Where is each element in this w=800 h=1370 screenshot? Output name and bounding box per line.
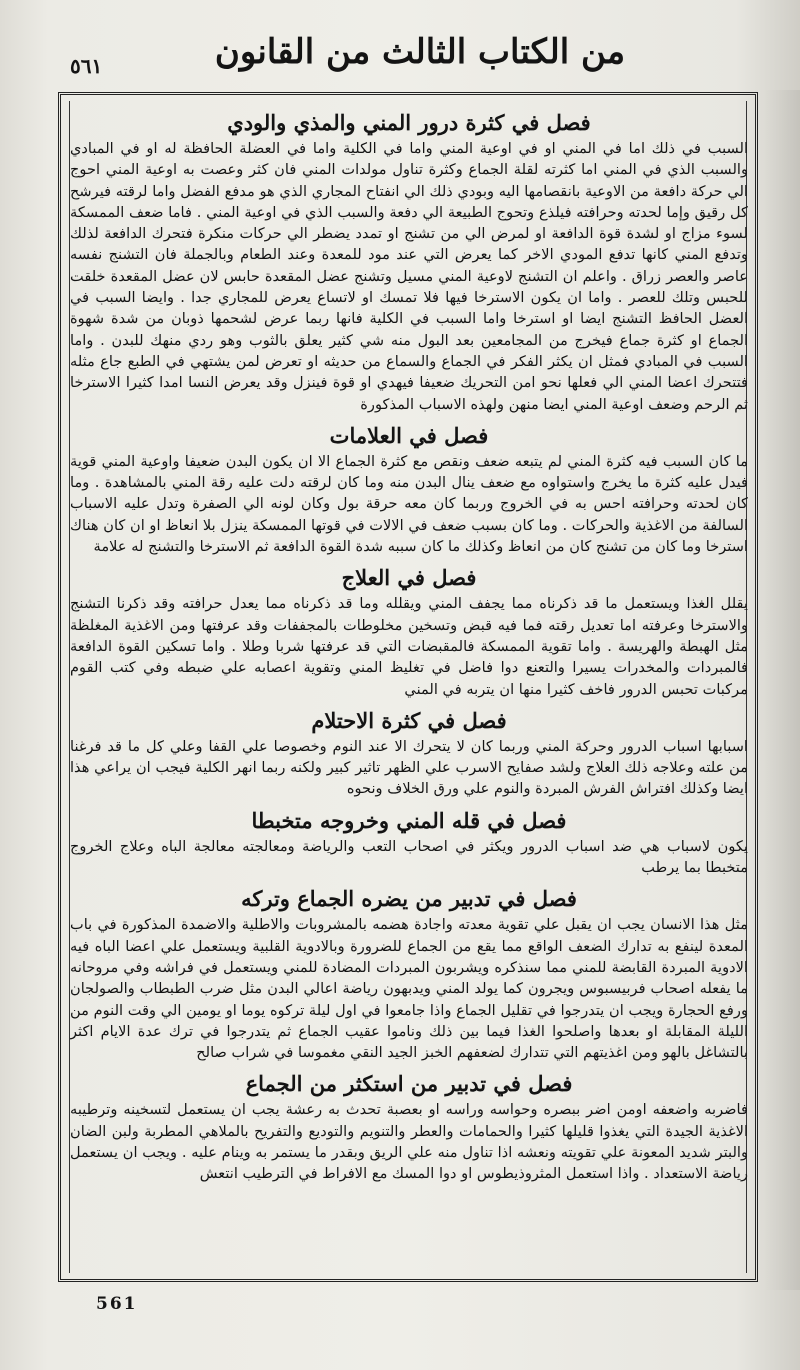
- section-body: اسبابها اسباب الدرور وحركة المني وربما كان لا يتحرك الا عند النوم وخصوصا علي القفا وعلي كل ما قد فرغنا من علته وعلاجه ذلك العلاج ولشد صفايح الاسرب علي الظهر تاثير كبير ولكنه ربما انهر الكلية فيجب ان يراعي هذا ايضا وكذلك افتراش الفرش المبردة والنوم علي ورق الخلاف ونحوه: [70, 737, 748, 798]
- section-heading: فصل في كثرة درور المني والمذي والودي: [227, 110, 591, 135]
- page-number-footer: 561: [96, 1294, 138, 1314]
- section-body: فاضربه واضعفه اومن اضر ببصره وحواسه وراسه او بعصبة تحدث به رعشة يجب ان يستعمل لتسخينه وترطيبه الاغذية الجيدة التي يغذوا قليلها كثيرا والحمامات والعطر والتنويم والتوديع والتفريح بالملاهي المطربة ولبن الضان والبتر شديد المعونة علي تقويته ونعشه اذا تناول منه علي الريق وبقدر ما يستمر به وينام عليه . ويجب ان يستعمل رياضة الاستعداد . واذا استعمل المثروذيطوس او دوا المسك مع الافراط في الترطيب انتعش: [70, 1101, 748, 1183]
- section-heading: فصل في تدبير من استكثر من الجماع: [245, 1071, 573, 1097]
- page-number-arabic: ٥٦١: [70, 54, 103, 78]
- section-body: يكون لاسباب هي ضد اسباب الدرور ويكثر في اصحاب التعب والرياضة ومعالجته معالجة الباه وعلاج الخروج متخبطا بما يرطب: [70, 837, 748, 877]
- section-heading: فصل في تدبير من يضره الجماع وتركه: [241, 886, 577, 912]
- section-heading: فصل في العلاج: [341, 565, 477, 591]
- section-heading: فصل في قله المني وخروجه متخبطا: [251, 807, 567, 833]
- page-edge-shadow: [764, 90, 800, 1290]
- page-header: [40, 28, 760, 88]
- main-text: [70, 108, 748, 1273]
- section-body: يقلل الغذا ويستعمل ما قد ذكرناه مما يجفف المني ويقلله وما قد ذكرناه مما يعدل حرافته وقد ذكرنا التشنج والاسترخا وعرفته اما تعديل رقته فما فيه قبض وتسخين مخلوطات بالمجففات وقد عرفتها ومن الاغذية المغلظة مثل الهبطة والهريسة . واما تقوية الممسكة فالمقبضات التي قد عرفتها شربا وطلا . واما تسكين القوة الدافعة فالمبردات والمخدرات يسيرا والتعنع دوا فاضل في تغليظ المني وتقوية اعصابه علي ضبطه وفي كتب القوم مركبات تحبس الدرور فاخف كثيرا منها ان يتربه في المني: [70, 595, 748, 698]
- section-body: مثل هذا الانسان يجب ان يقبل علي تقوية معدته واجادة هضمه بالمشروبات والاطلية والاضمدة المذكورة في باب المعدة لينفع به تدارك الضعف الواقع مما يقع من الجماع للضرورة وبالادوية القلبية ويستعمل علي اعضا الباه فيه الادوية المبردة القابضة للمني مما سنذكره ويشربون المبردات المضادة للمني ويستعمل في فراشه وفي مروحانه ما يفعله اصحاب فربيسبوس ويجرون كما يولد المني ويدبهون رياضة اعالي البدن مثل ضرب الطبطاب والصولجان ورفع الحجارة ويجب ان يتدرجوا في تقليل الجماع واذا جامعوا في اول ليلة تركوه يوما او يومين الي وقت النوم من الليلة المقابلة او بعدها واصلحوا الغذا فيما بين ذلك وناموا عقيب الجماع ثم يتدرجوا في ترك عدة الايام اكثر بالتشاغل بالهو ومن اغذيتهم التي تتدارك لضعفهم الخبز الجيد النقي مغموسا في شراب صالح: [70, 916, 748, 1062]
- section-heading: فصل في كثرة الاحتلام: [311, 707, 507, 733]
- section-body: السبب في ذلك اما في المني او في اوعية المني واما في الكلية واما في العضلة الحافظة له او في المبادي والسبب الذي في المني اما كثرته لقلة الجماع وكثرة تناول مولدات المني فان كثر وعصت به اوعية المني احوج الي حركة دافعة من الاوعية بانقصامها اليه وبودي ذلك الي انفتاح المجاري الذي هو مدفع الفضل واما لرقته فيرشح كل رقيق وإما لحدته وحرافته فيلذع وتحوج الطبيعة الي دفعة والسبب الذي في اوعية المني . فاما ضعف الممسكة لسوء مزاج او لشدة قوة الدافعة او لمرض الي من تشنج او تمدد يضطر الي حركات منكرة فتحرك الدافعة لذلك وتدفع المني كانها تدفع المودي الاخر كما يعرض التي عند مود للمعدة وعند الطعام وبالجملة فان التشنج نفسه عاصر والعصر زراق . واعلم ان التشنج لاوعية المني مسيل وتشنج عضل المقعدة حابس لان عضل المقعدة خلقت للحبس وتلك للعصر . واما ان يكون الاسترخا فيها فلا تمسك او لاتساع يعرض للمجاري جدا . وايضا السبب في العضل الحافظ التشنج ايضا او استرخا واما السبب في الكلية فانها ربما عرض لشحمها ذوبان من شدة شهوة الجماع او كثرة جماع فيخرج من المجامعين بعد البول منه شي كثير يعلق بالثوب وهو ردي منهك للبدن . واما السبب في المبادي فمثل ان يكثر الفكر في الجماع والسماع من حديثه او تعرض لمن يشتهي في الطبع جاع مثله فتتحرك اعضا المني الي فعلها نحو امن التحريك ضعيفا فيهدي او قوة فينزل وقد يعرض النسا امدا كثيرا الاسترخا ثم الرحم وضعف اوعية المني ايضا منهن ولهذه الاسباب المذكورة: [70, 140, 748, 413]
- section-body: ما كان السبب فيه كثرة المني لم يتبعه ضعف ونقص مع كثرة الجماع الا ان يكون البدن ضعيفا واوعية المني قوية فيدل عليه كثرة ما يخرج واستواوه مع ضعف ينال البدن منه وما كان لرقته دلت عليه رقة المني بالمشاهدة . وما كان لحدته وحرافته احس به في الخروج وربما كان معه حرقة بول وكان لونه الي الصفرة وتدل عليه الاسباب السالفة من الاغذية والحركات . وما كان بسبب ضعف في الالات في قوتها الممسكة ينزل بلا انعاظ او ان كان هناك استرخا وما كان من تشنج كان من انعاظ وكذلك ما كان سببه شدة القوة الدافعة ثم الاسترخا والتشنج له علامة: [70, 452, 748, 556]
- running-title: من الكتاب الثالث من القانون: [214, 32, 626, 72]
- section-heading: فصل في العلامات: [329, 422, 489, 448]
